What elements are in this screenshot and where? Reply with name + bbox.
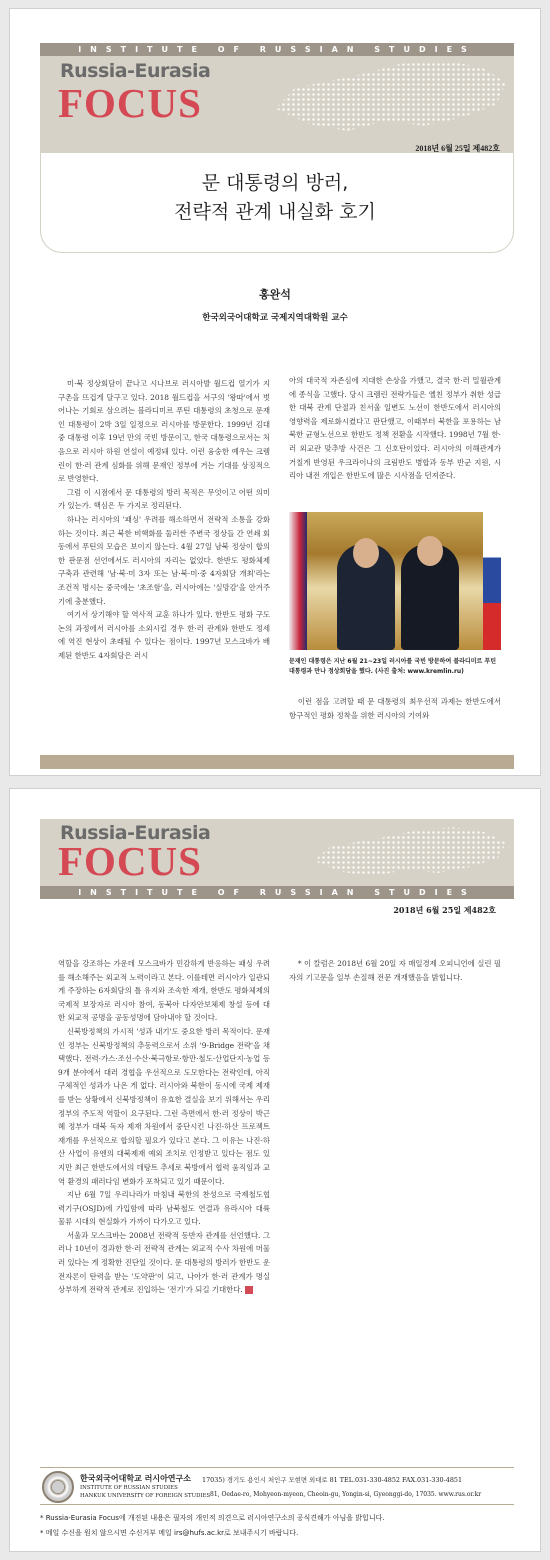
column-left — [58, 377, 270, 662]
unsubscribe-note: * 메일 수신을 원치 않으시면 수신거부 메일 irs@hufs.ac.kr로 보내주시기 바랍니다. — [40, 1529, 299, 1537]
university-name-en: HANKUK UNIVERSITY OF FOREIGN STUDIES — [80, 1493, 211, 1499]
eurasia-map-graphic — [266, 57, 506, 143]
paragraph: 역할을 강조하는 가운데 모스크바가 민감하게 반응하는 패싱 우려를 해소해주는 외교적 노력이라고 본다. 이를테면 러시아가 일관되게 주장하는 6자회담의 틀 유지와 조속한 재개, 한반도 평화체제의 국제적 보장자로 러시아 참여, 동북아 다자안보체제 창설 등에 대한 외교적 공명을 공동성명에 담아내야 할 것이다. — [58, 959, 270, 1023]
russian-flag-graphic — [483, 512, 501, 650]
brand-name: Russia-Eurasia — [60, 60, 211, 82]
paragraph: 여기서 상기해야 할 역사적 교훈 하나가 있다. 한반도 평화 구도 논의 과정에서 러시아를 소외시킬 경우 한·러 관계와 한반도 정세에 역진 현상이 초래될 수 있다는 점이다. 1997년 모스크바가 배제된 한반도 4자회담은 러시 — [58, 610, 270, 660]
institute-name-ko: 한국외국어대학교 러시아연구소 — [80, 1474, 191, 1483]
person-head — [353, 538, 379, 568]
korean-flag-graphic — [289, 512, 307, 650]
issue-date: 2018년 6월 25일 제482호 — [393, 905, 496, 915]
headline-line-1: 문 대통령의 방러, — [201, 172, 349, 194]
address-ko: 17035) 경기도 용인시 처인구 모현면 외대로 81 TEL.031-330-4852 FAX.031-330-4851 — [202, 1476, 463, 1484]
newsletter-page-2 — [9, 788, 541, 1552]
institute-strip: INSTITUTE OF RUSSIAN STUDIES — [40, 43, 514, 56]
headline-line-2: 전략적 관계 내실화 호기 — [174, 201, 376, 223]
paragraph — [58, 1229, 270, 1297]
eurasia-map-graphic — [306, 825, 506, 885]
column-note: * 이 칼럼은 2018년 6월 20일 자 매일경제 오피니언에 실린 필자의 기고문을 일부 손질해 전문 개재했음을 밝힙니다. — [289, 959, 501, 982]
institute-strip: INSTITUTE OF RUSSIAN STUDIES — [40, 886, 514, 899]
paragraph: 신북방정책의 가시적 '성과 내기'도 중요한 방러 목적이다. 문재인 정부는 신북방정책의 추동력으로서 소위 '9-Bridge 전략'을 채택했다. 전력·가스·조선·수산·북극항로·항만·철도·산업단지·농업 등 9개 분야에서 대러 경협을 우선적으로 도모한다는 전략인데, 아직 구체적인 성과가 나온 게 없다. 러시아와 북한이 동시에 국제 제재를 받는 상황에서 신북방정책이 유효한 결실을 보기 위해서는 우리 정부의 주도적 역할이 요구된다. 그런 측면에서 한·러 정상이 박근혜 정부가 대북 독자 제재 차원에서 중단시킨 나진-하산 프로젝트 재개를 우선적으로 합의할 필요가 있다고 본다. 그 이유는 나진-하산 사업이 유엔의 대북제재 예외 조치로 인정받고 있다는 점도 있지만 최근 한반도에서의 데탕트 추세로 북방에서 협력 움직임과 교역 환경의 패러다임 변화가 포착되고 있기 때문이다. — [58, 1026, 270, 1186]
author-affiliation: 한국외국어대학교 국제지역대학원 교수 — [202, 313, 348, 323]
footer-bar — [40, 755, 514, 769]
institute-name-en: INSTITUTE OF RUSSIAN STUDIES — [80, 1485, 178, 1491]
paragraph: 하나는 러시아의 '패싱' 우려를 해소하면서 전략적 소통을 강화하는 것이다. 최근 북한 비핵화를 둘러싼 주변국 정상들 간 연쇄 회동에서 푸틴의 모습은 보이지 않는다. 4월 27일 남북 정상이 합의한 판문점 선언에서도 러시아의 자리는 없었다. 한반도 평화체제 구축과 관련해 '남·북·미 3자 또는 남·북·미·중 4자회담 개최'라는 조건적 명시는 중국에는 '초조함'을, 러시아에는 '실망감'을 안겨주기에 충분했다. — [58, 514, 270, 606]
issue-date: 2018년 6월 25일 제482호 — [415, 144, 500, 153]
headline — [10, 169, 540, 227]
summit-photo — [289, 512, 501, 650]
photo-caption: 문재인 대통령은 지난 6월 21~23일 러시아를 국빈 방문하여 블라디미르 푸틴 대통령과 만나 정상회담을 했다. (사진 출처: www.kremlin.ru) — [289, 658, 496, 675]
paragraph: 아의 대국적 자존심에 지대한 손상을 가했고, 결국 한·러 밀월관계에 종식을 고했다. 당시 크렘린 전략가들은 옐친 정부가 취한 성급한 대북 관계 단절과 친서울 일변도 노선이 한반도에서 러시아의 영향력을 제로화시켰다고 판단했고, 이때부터 북한을 포용하는 남북한 균형노선으로 한반도 정책 전환을 시작했다. 1998년 7월 한·러 외교관 맞추방 사건은 그 신호탄이었다. 러시아의 이해관계가 거칠게 반영된 우크라이나의 크림반도 병합과 동부 반군 지원, 시리아 내전 개입은 한반도에 많은 시사점을 던져준다. — [289, 376, 501, 481]
paragraph: 지난 6월 7일 우리나라가 마침내 북한의 찬성으로 국제철도협력기구(OSJD)에 가입함에 따라 남북철도 연결과 유라시아 대륙 물류 시대의 현실화가 가까이 다가오고 있다. — [58, 1190, 270, 1227]
newsletter-page-1 — [9, 8, 541, 776]
end-mark-icon — [245, 1286, 253, 1294]
paragraph: 이런 점을 고려할 때 문 대통령의 최우선적 과제는 한반도에서 항구적인 평화 정착을 위한 러시아의 기여와 — [289, 697, 501, 720]
paragraph: 그럼 이 시점에서 문 대통령의 방러 목적은 무엇이고 어떤 의미가 있는가. 핵심은 두 가지로 정리된다. — [58, 487, 270, 511]
person-head — [417, 536, 443, 566]
author-name: 홍완석 — [259, 288, 291, 301]
address-en: 81, Oedae-ro, Mohyeon-myeon, Cheoin-gu, Yongin-si, Gyeonggi-do, 17035. www.rus.or.kr — [210, 1491, 482, 1498]
paragraph-text: 서울과 모스크바는 2008년 전략적 동반자 관계를 선언했다. 그러나 10년이 경과한 한·러 전략적 관계는 외교적 수사 차원에 머물러 있다는 게 정확한 진단일 것이다. 문 대통령의 방러가 한반도 운전자론이 탄력을 받는 '도약판'이 되고, 나아가 한·러 관계가 명실상부하게 전략적 관계로 진입하는 '전기'가 되길 기대한다. — [58, 1230, 270, 1295]
brand-focus: FOCUS — [58, 838, 202, 884]
university-seal-icon — [42, 1471, 74, 1503]
column-left — [58, 957, 270, 1297]
disclaimer-note: * Russia-Eurasia Focus에 개진된 내용은 필자의 개인적 의견으로 러시아연구소의 공식견해가 아님을 밝힙니다. — [40, 1514, 385, 1522]
paragraph: 미·북 정상회담이 끝나고 시나브로 러시아발 월드컵 열기가 지구촌을 뜨겁게 달구고 있다. 2018 월드컵을 서구의 '왕따'에서 벗어나는 기회로 삼으려는 블라디미르 푸틴 대통령의 초청으로 문재인 대통령이 2박 3일 일정으로 러시아를 방문한다. 1999년 김대중 대통령 이후 19년 만의 국빈 방문이고, 한국 대통령으로서는 처음으로 러시아 하원 연설이 예정돼 있다. 이런 융숭한 예우는 크렘린이 한·러 관계 심화를 위해 문재인 정부에 거는 기대를 상징적으로 반영한다. — [58, 379, 270, 484]
masthead — [40, 819, 514, 899]
institute-footer — [40, 1467, 514, 1505]
footer-notes — [40, 1511, 514, 1541]
column-right — [289, 957, 501, 984]
column-right-continued — [289, 695, 501, 722]
column-right — [289, 374, 501, 483]
brand-name: Russia-Eurasia — [60, 822, 211, 844]
brand-focus: FOCUS — [58, 80, 202, 126]
